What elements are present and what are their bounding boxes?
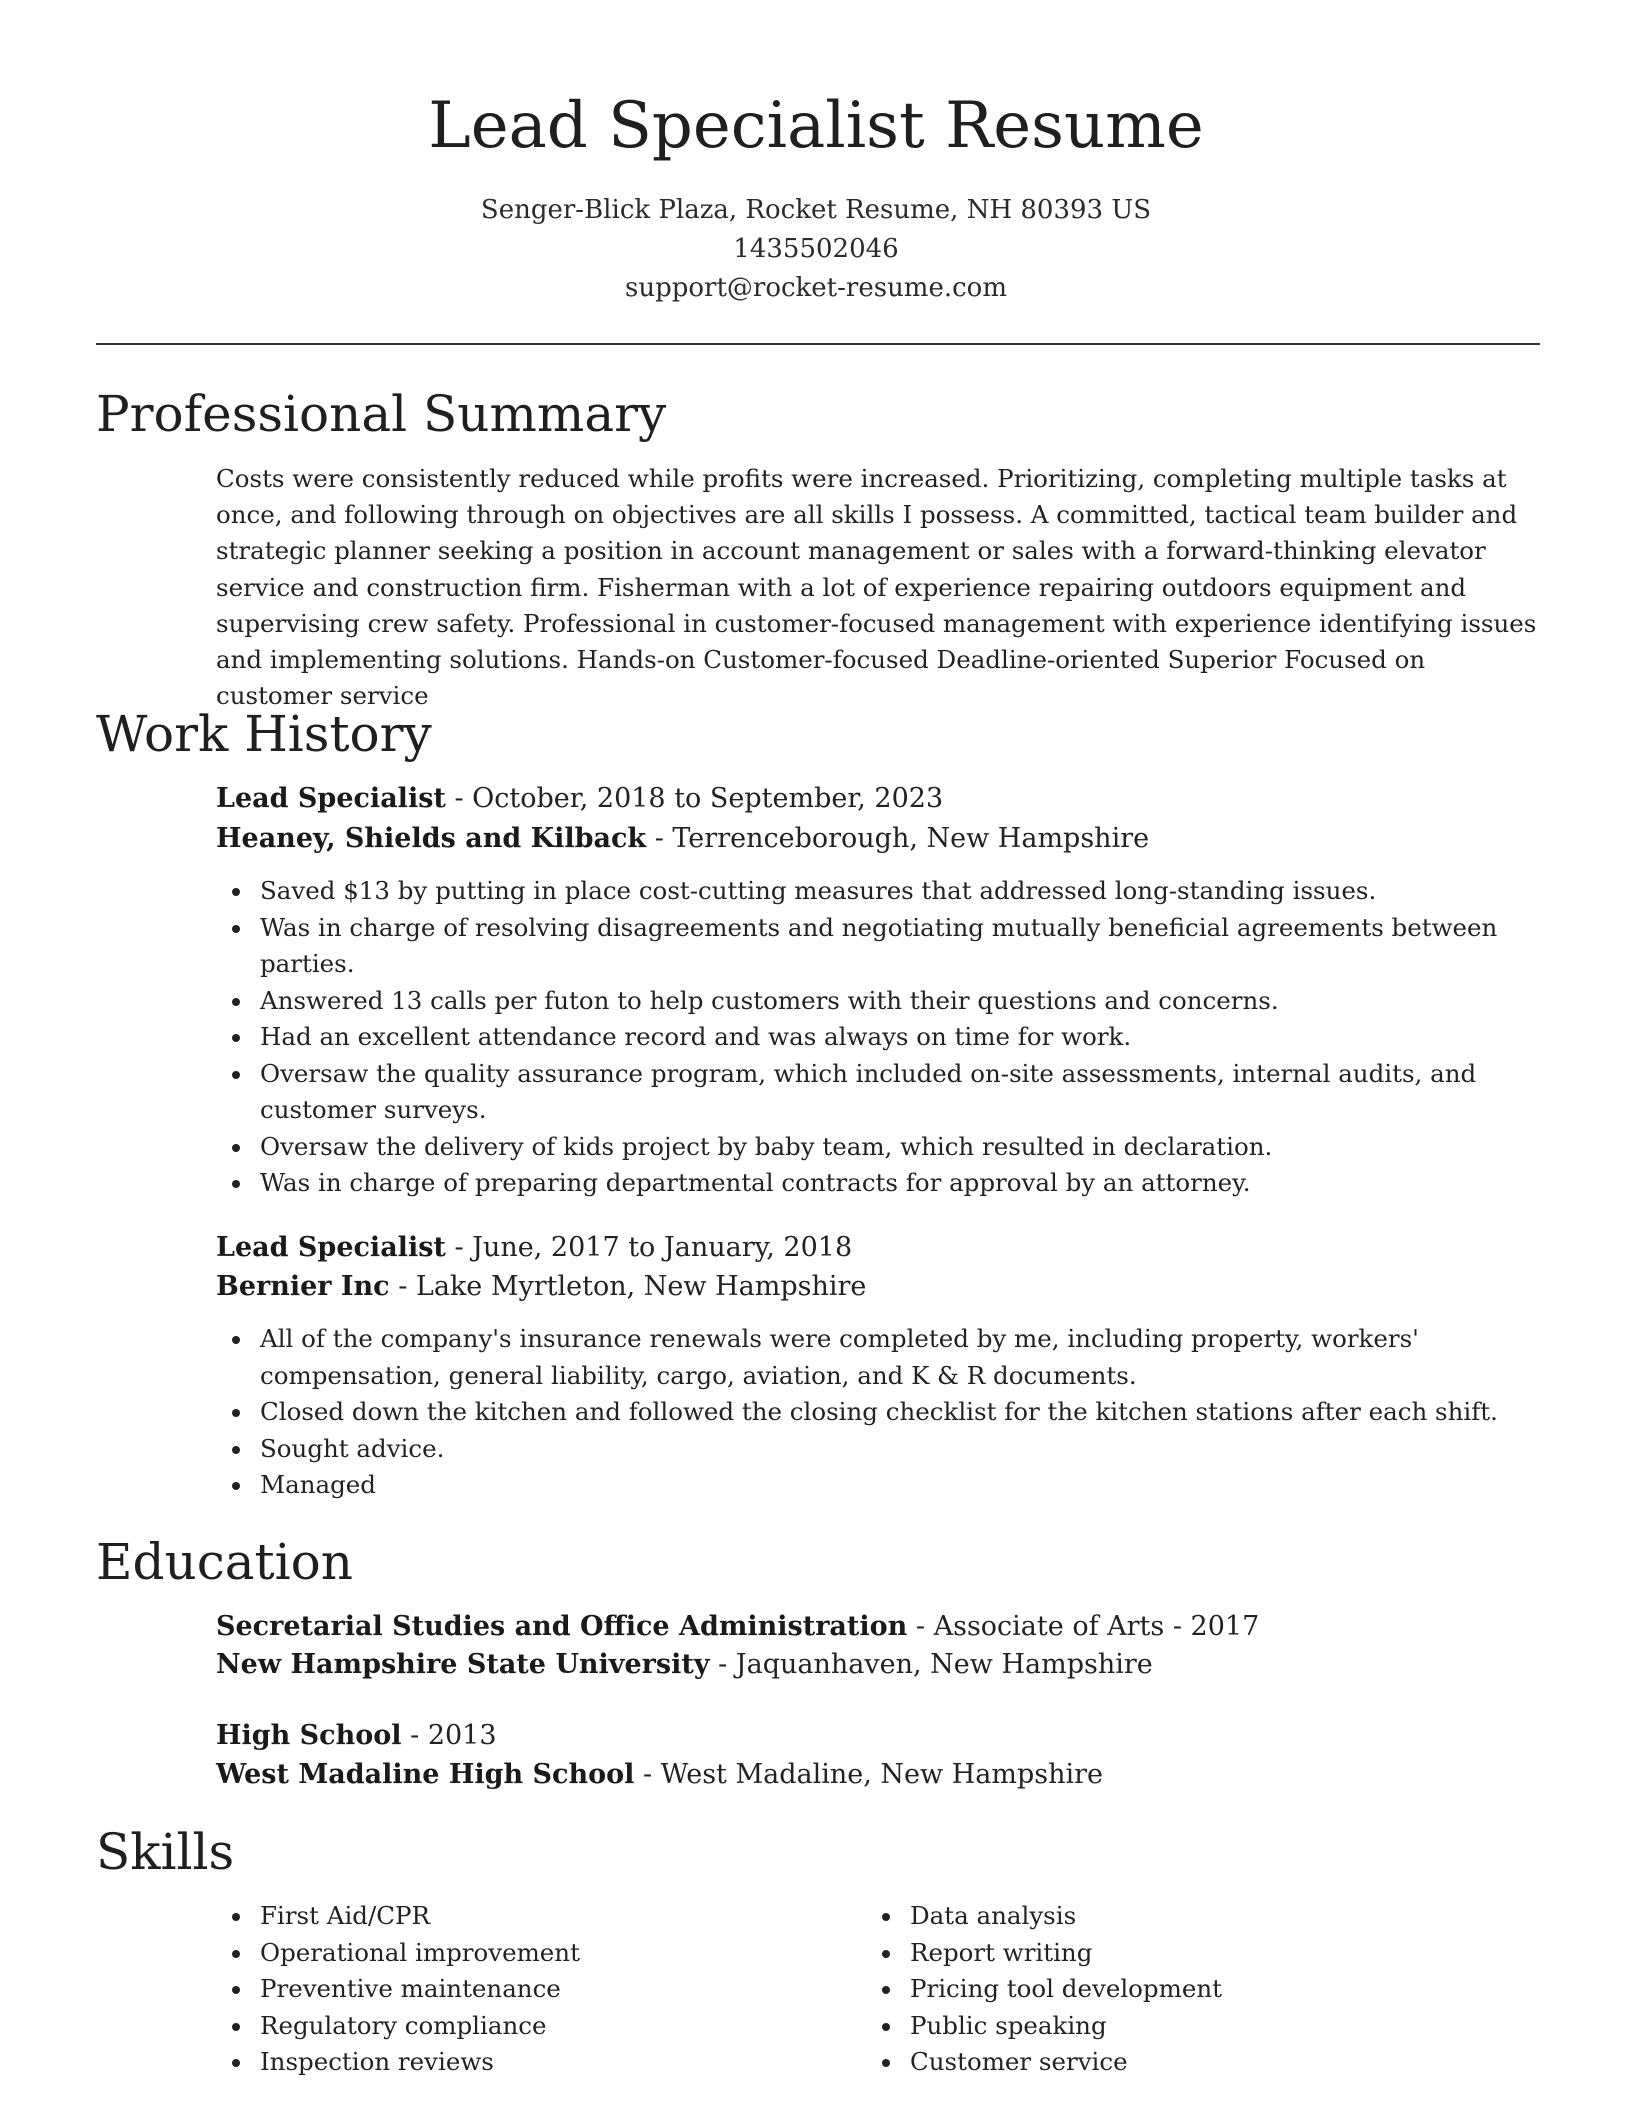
education-2-year: - 2013 <box>401 1720 497 1751</box>
job-2-title-line <box>216 1229 852 1267</box>
contact-address: Senger-Blick Plaza, Rocket Resume, NH 80393 US <box>480 195 1152 225</box>
job-1-company: Heaney, Shields and Kilback <box>216 823 647 854</box>
job-2-title: Lead Specialist <box>216 1232 446 1263</box>
skill-item: Data analysis <box>910 1898 1426 1935</box>
job-1-title-line <box>216 780 943 818</box>
job-2-company: Bernier Inc <box>216 1271 390 1302</box>
education-1-school-line <box>216 1646 1153 1684</box>
list-item: Saved $13 by putting in place cost-cutting measures that addressed long-standing issues. <box>260 873 1556 910</box>
skill-item: Report writing <box>910 1935 1426 1972</box>
resume-title: Lead Specialist Resume <box>428 89 1204 163</box>
list-item: Was in charge of resolving disagreements and negotiating mutually beneficial agreements between parties. <box>260 910 1556 983</box>
education-2-school-line <box>216 1756 1103 1794</box>
education-2-school: West Madaline High School <box>216 1759 635 1790</box>
skill-item: Pricing tool development <box>910 1971 1426 2008</box>
education-2-field: High School <box>216 1720 402 1751</box>
list-item: Had an excellent attendance record and was always on time for work. <box>260 1019 1556 1056</box>
skill-item: Customer service <box>910 2044 1426 2081</box>
list-item: Sought advice. <box>260 1431 1556 1468</box>
skill-item: Preventive maintenance <box>260 1971 776 2008</box>
skills-heading: Skills <box>96 1823 235 1881</box>
education-heading: Education <box>96 1533 353 1591</box>
job-2-dates: - June, 2017 to January, 2018 <box>445 1232 853 1263</box>
job-1-company-line <box>216 820 1149 858</box>
education-1-location: - Jaquanhaven, New Hampshire <box>709 1649 1153 1680</box>
summary-heading: Professional Summary <box>96 385 667 443</box>
job-1-duties <box>216 873 1556 1202</box>
list-item: Oversaw the delivery of kids project by baby team, which resulted in declaration. <box>260 1129 1556 1166</box>
education-2-degree-line <box>216 1717 497 1755</box>
header-divider <box>96 343 1540 345</box>
skill-item: Inspection reviews <box>260 2044 776 2081</box>
education-1-degree: - Associate of Arts <box>907 1611 1165 1642</box>
list-item: Closed down the kitchen and followed the closing checklist for the kitchen stations after each shift. <box>260 1394 1556 1431</box>
job-2-duties <box>216 1321 1556 1504</box>
list-item: All of the company's insurance renewals were completed by me, including property, workers' compensation, general liability, cargo, aviation, and K & R documents. <box>260 1321 1556 1394</box>
education-1-field: Secretarial Studies and Office Administration <box>216 1611 908 1642</box>
education-1-degree-line <box>216 1608 1259 1646</box>
skill-item: Public speaking <box>910 2008 1426 2045</box>
skills-list-left <box>216 1898 776 2081</box>
job-1-location: - Terrenceborough, New Hampshire <box>646 823 1150 854</box>
contact-phone: 1435502046 <box>733 234 899 264</box>
skill-item: First Aid/CPR <box>260 1898 776 1935</box>
list-item: Managed <box>260 1467 1556 1504</box>
education-1-school: New Hampshire State University <box>216 1649 710 1680</box>
education-1-year: - 2017 <box>1164 1611 1260 1642</box>
job-2-company-line <box>216 1268 866 1306</box>
skill-item: Operational improvement <box>260 1935 776 1972</box>
job-1-title: Lead Specialist <box>216 783 446 814</box>
skill-item: Regulatory compliance <box>260 2008 776 2045</box>
skills-list-right <box>866 1898 1426 2081</box>
education-2-location: - West Madaline, New Hampshire <box>634 1759 1103 1790</box>
list-item: Was in charge of preparing departmental contracts for approval by an attorney. <box>260 1165 1556 1202</box>
job-2-location: - Lake Myrtleton, New Hampshire <box>389 1271 867 1302</box>
contact-email: support@rocket-resume.com <box>624 273 1007 303</box>
list-item: Answered 13 calls per futon to help customers with their questions and concerns. <box>260 983 1556 1020</box>
list-item: Oversaw the quality assurance program, which included on-site assessments, internal audits, and customer surveys. <box>260 1056 1556 1129</box>
summary-text: Costs were consistently reduced while profits were increased. Prioritizing, completing multiple tasks at once, and following through on objectives are all skills I possess. A committed, tactical team builder and strategic planner seeking a position in account management or sales with a forward-thinking elevator service and construction firm. Fisherman with a lot of experience repairing outdoors equipment and supervising crew safety. Professional in customer-focused management with experience identifying issues and implementing solutions. Hands-on Customer-focused Deadline-oriented Superior Focused on customer service <box>216 464 1537 711</box>
job-1-dates: - October, 2018 to September, 2023 <box>445 783 944 814</box>
work-history-heading: Work History <box>96 705 432 763</box>
